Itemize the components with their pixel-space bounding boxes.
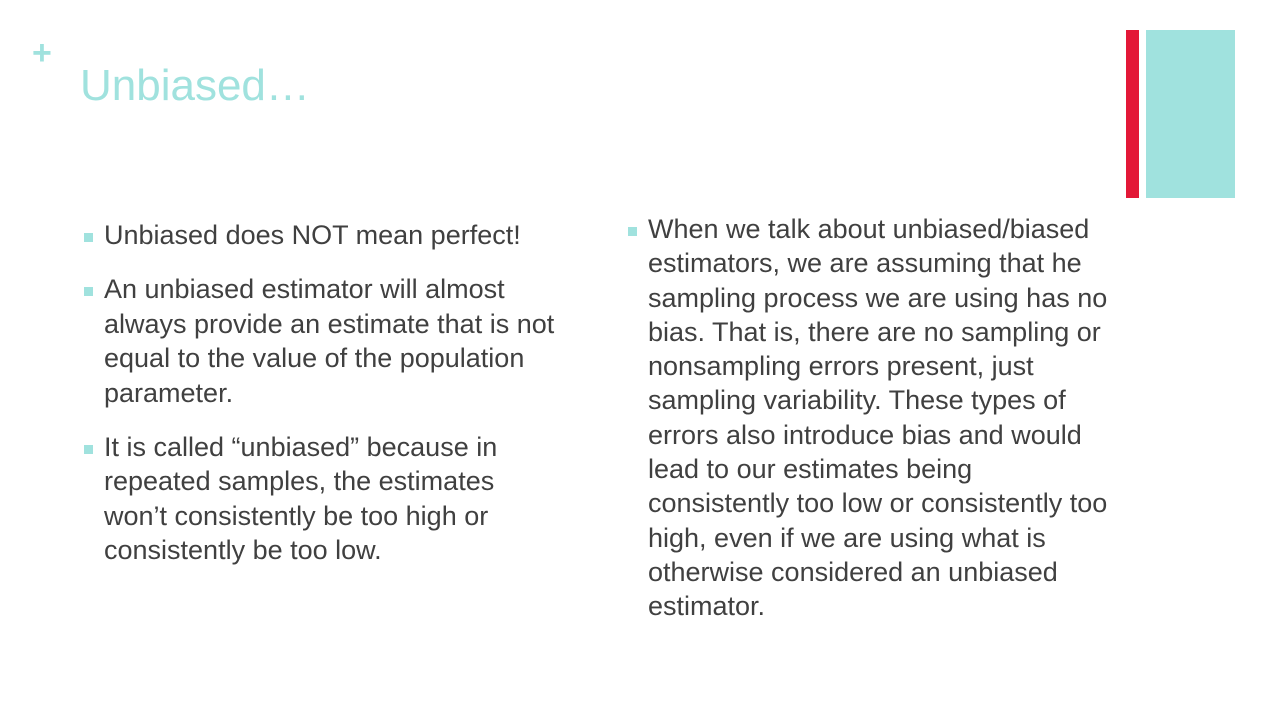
accent-bar-teal (1146, 30, 1235, 198)
slide-title: Unbiased… (80, 61, 310, 110)
bullet-text: Unbiased does NOT mean perfect! (104, 220, 521, 250)
bullet-text: It is called “unbiased” because in repeated samples, the estimates won’t consistently be too high or consistently be too low. (104, 432, 498, 566)
list-item (84, 430, 564, 568)
plus-icon: + (32, 34, 52, 72)
list-item (84, 218, 564, 252)
accent-bar-red (1126, 30, 1139, 198)
list-item (628, 212, 1116, 624)
bullet-text: An unbiased estimator will almost always provide an estimate that is not equal to the value of the population parameter. (104, 274, 555, 408)
square-bullet-icon (628, 227, 637, 236)
bullet-text: When we talk about unbiased/biased estimators, we are assuming that he sampling process we are using has no bias. That is, there are no sampling or nonsampling errors present, just sampling variability. These types of errors also introduce bias and would lead to our estimates being consistently too low or consistently too high, even if we are using what is otherwise considered an unbiased estimator. (648, 214, 1108, 622)
square-bullet-icon (84, 233, 93, 242)
right-bullet-list (628, 212, 1116, 644)
square-bullet-icon (84, 287, 93, 296)
list-item (84, 272, 564, 410)
left-bullet-list (84, 218, 564, 588)
square-bullet-icon (84, 445, 93, 454)
